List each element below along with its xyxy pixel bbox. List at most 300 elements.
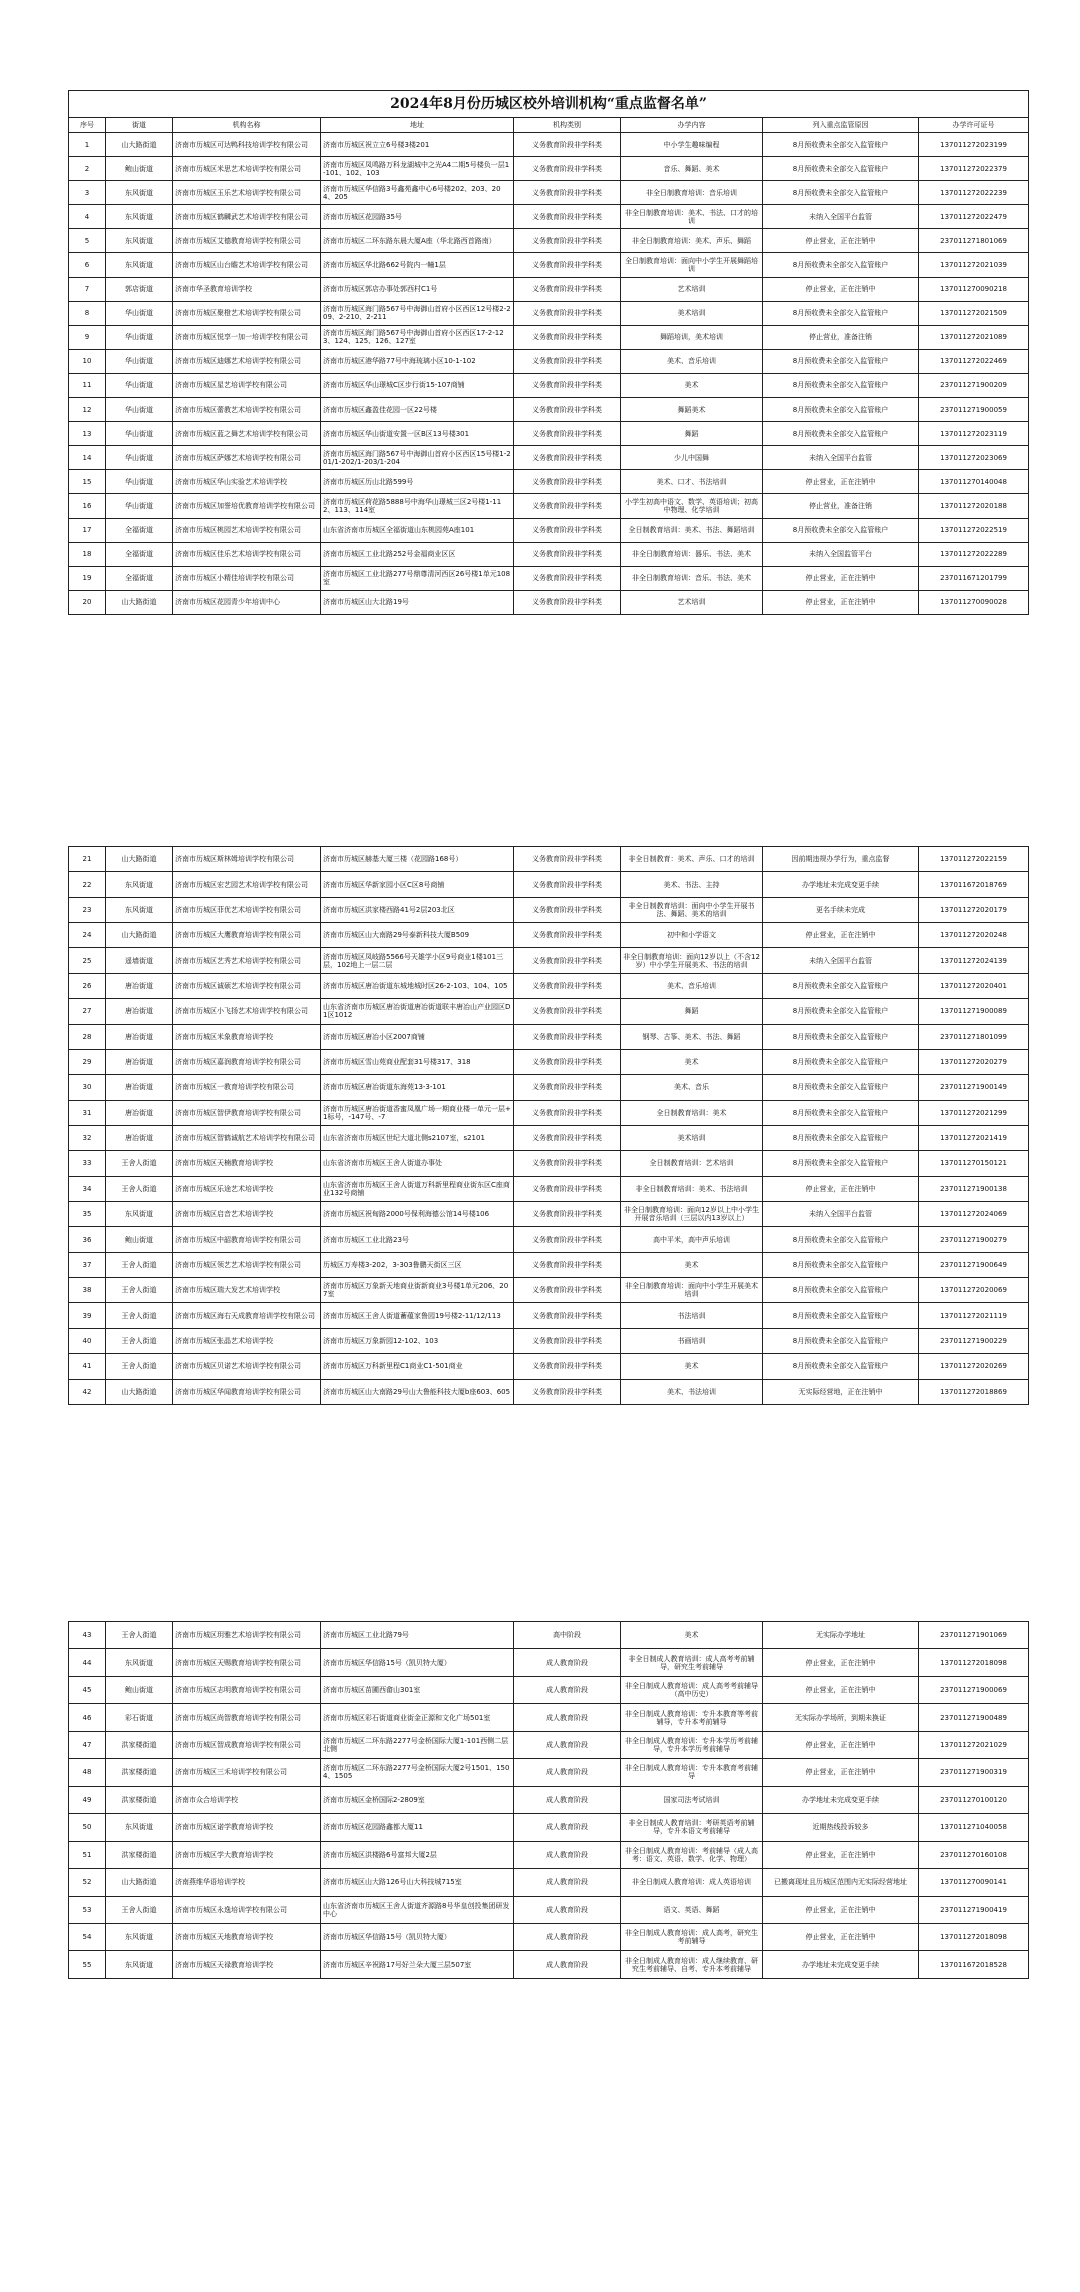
cell-street: 全福街道 xyxy=(106,518,173,542)
cell-reason: 停止营业，正在注销中 xyxy=(763,1176,919,1201)
cell-org-name: 济南市历城区蓝之舞艺术培训学校有限公司 xyxy=(173,422,321,446)
cell-index: 32 xyxy=(69,1125,106,1150)
cell-address: 济南市历城区华信路15号（凯贝特大厦） xyxy=(321,1649,514,1676)
table-row xyxy=(69,1704,1029,1731)
table-page-2 xyxy=(68,846,1029,1405)
cell-content: 美术、书法、主持 xyxy=(621,872,763,897)
cell-license: 237011271900069 xyxy=(919,1676,1029,1703)
column-header: 地址 xyxy=(321,118,514,133)
cell-street: 山大路街道 xyxy=(106,1379,173,1404)
cell-category: 义务教育阶段非学科类 xyxy=(514,349,621,373)
cell-index: 19 xyxy=(69,566,106,590)
cell-category: 成人教育阶段 xyxy=(514,1951,621,1979)
cell-reason: 停止营业，正在注销中 xyxy=(763,470,919,494)
cell-content: 美术 xyxy=(621,1252,763,1277)
cell-category: 成人教育阶段 xyxy=(514,1786,621,1813)
cell-category: 义务教育阶段非学科类 xyxy=(514,1354,621,1379)
cell-license: 237011271900209 xyxy=(919,373,1029,397)
cell-address: 济南市历城区二环东路2277号金桥国际大厦2号1501、1504、1505 xyxy=(321,1759,514,1786)
cell-category: 义务教育阶段非学科类 xyxy=(514,1151,621,1176)
cell-org-name: 济南市历城区星艺培训学校有限公司 xyxy=(173,373,321,397)
cell-street: 彩石街道 xyxy=(106,1704,173,1731)
cell-address: 济南市历城区工业北路252号金福商业区区 xyxy=(321,542,514,566)
cell-index: 48 xyxy=(69,1759,106,1786)
cell-reason: 未纳入全国平台监管 xyxy=(763,948,919,973)
cell-reason: 停止营业，正在注销中 xyxy=(763,1841,919,1868)
table-row xyxy=(69,897,1029,922)
cell-category: 成人教育阶段 xyxy=(514,1649,621,1676)
cell-street: 唐冶街道 xyxy=(106,1024,173,1049)
cell-street: 唐冶街道 xyxy=(106,1100,173,1125)
cell-reason: 已搬离现址且历城区范围内无实际经营地址 xyxy=(763,1869,919,1896)
cell-org-name: 济南市历城区天赐教育培训学校有限公司 xyxy=(173,1649,321,1676)
cell-content: 非全日制成人教育培训：专升本学历考前辅导，专升本学历考前辅导 xyxy=(621,1731,763,1758)
cell-address: 济南市历城区山大南路29号泰新科技大厦B509 xyxy=(321,923,514,948)
cell-category: 义务教育阶段非学科类 xyxy=(514,1278,621,1303)
cell-address: 济南市历城区海门路567号中海御山首府小区西区15号楼1-201/1-202/1-203/1-204 xyxy=(321,446,514,470)
cell-index: 47 xyxy=(69,1731,106,1758)
table-row xyxy=(69,566,1029,590)
cell-content: 舞蹈培训，美术培训 xyxy=(621,325,763,349)
cell-content: 全日制教育培训：美术、书法、舞蹈培训 xyxy=(621,518,763,542)
cell-address: 济南市历城区辛祝路17号好兰朵大厦三层507室 xyxy=(321,1951,514,1979)
cell-license: 137011272023119 xyxy=(919,422,1029,446)
table-row xyxy=(69,1278,1029,1303)
cell-org-name: 济南市历城区智鹤诚航艺术培训学校有限公司 xyxy=(173,1125,321,1150)
cell-category: 成人教育阶段 xyxy=(514,1869,621,1896)
cell-street: 唐冶街道 xyxy=(106,1075,173,1100)
cell-license: 137011272022159 xyxy=(919,847,1029,872)
table-page-1 xyxy=(68,90,1029,615)
table-row xyxy=(69,1354,1029,1379)
table-row xyxy=(69,422,1029,446)
cell-license: 137011272023069 xyxy=(919,446,1029,470)
cell-content: 书法培训 xyxy=(621,1303,763,1328)
cell-index: 38 xyxy=(69,1278,106,1303)
cell-org-name: 济南市历城区志明教育培训学校有限公司 xyxy=(173,1676,321,1703)
cell-reason: 停止营业，准备注销 xyxy=(763,494,919,518)
cell-index: 54 xyxy=(69,1923,106,1950)
cell-category: 成人教育阶段 xyxy=(514,1731,621,1758)
cell-address: 济南市历城区金桥国际2-2809室 xyxy=(321,1786,514,1813)
cell-index: 31 xyxy=(69,1100,106,1125)
cell-index: 26 xyxy=(69,973,106,998)
cell-street: 唐冶街道 xyxy=(106,999,173,1024)
cell-category: 成人教育阶段 xyxy=(514,1896,621,1923)
table-row xyxy=(69,847,1029,872)
cell-index: 21 xyxy=(69,847,106,872)
table-row xyxy=(69,1841,1029,1868)
cell-index: 3 xyxy=(69,181,106,205)
cell-reason: 8月预收费未全部交入监管账户 xyxy=(763,133,919,157)
table-row xyxy=(69,1252,1029,1277)
cell-content: 非全日制教育培训：面向中小学生开展书法、舞蹈、美术的培训 xyxy=(621,897,763,922)
cell-address: 济南市历城区唐冶小区2007商铺 xyxy=(321,1024,514,1049)
table-row xyxy=(69,205,1029,229)
cell-address: 济南市历城区港华路77号中海琉璃小区10-1-102 xyxy=(321,349,514,373)
cell-content: 小学生初高中语文、数学、英语培训；初高中物理、化学培训 xyxy=(621,494,763,518)
table-row xyxy=(69,1869,1029,1896)
cell-org-name: 济南市历城区山台瞻艺术培训学校有限公司 xyxy=(173,253,321,277)
column-header: 办学内容 xyxy=(621,118,763,133)
cell-address: 山东省济南市历城区王舍人街道办事处 xyxy=(321,1151,514,1176)
cell-content: 美术 xyxy=(621,1049,763,1074)
cell-address: 济南市历城区彩石街道商业街金正源和文化广场501室 xyxy=(321,1704,514,1731)
cell-reason: 8月预收费未全部交入监管账户 xyxy=(763,1075,919,1100)
cell-address: 济南市历城区赫基大厦三楼（花园路168号） xyxy=(321,847,514,872)
cell-category: 义务教育阶段非学科类 xyxy=(514,1049,621,1074)
cell-street: 唐冶街道 xyxy=(106,973,173,998)
table-row xyxy=(69,470,1029,494)
cell-content: 舞蹈 xyxy=(621,422,763,446)
header-row xyxy=(69,118,1029,133)
cell-org-name: 济南市历城区宏艺园艺术培训学校有限公司 xyxy=(173,872,321,897)
cell-address: 历城区万寿楼3-202，3-303鲁鹏天街区三区 xyxy=(321,1252,514,1277)
cell-street: 华山街道 xyxy=(106,373,173,397)
cell-street: 东风街道 xyxy=(106,229,173,253)
cell-address: 济南市历城区万科新里程C1商业C1-501商业 xyxy=(321,1354,514,1379)
cell-org-name: 济南市众合培训学校 xyxy=(173,1786,321,1813)
cell-content: 非全日制教育培训：美术、声乐、舞蹈 xyxy=(621,229,763,253)
cell-license: 237011271900229 xyxy=(919,1328,1029,1353)
cell-license: 137011270150121 xyxy=(919,1151,1029,1176)
cell-category: 义务教育阶段非学科类 xyxy=(514,494,621,518)
cell-content: 高中平米，高中声乐培训 xyxy=(621,1227,763,1252)
cell-reason: 停止营业，正在注销中 xyxy=(763,1759,919,1786)
cell-content: 非全日制成人教育培训：专升本教育等考前辅导，专升本考前辅导 xyxy=(621,1704,763,1731)
table-row xyxy=(69,518,1029,542)
cell-content: 非全日制教育培训：音乐、书法、美术 xyxy=(621,566,763,590)
cell-org-name: 济南燕维华语培训学校 xyxy=(173,1869,321,1896)
table-row xyxy=(69,1759,1029,1786)
cell-org-name: 济南市历城区诺学教育培训学校 xyxy=(173,1814,321,1841)
cell-org-name: 济南市历城区一教育培训学校有限公司 xyxy=(173,1075,321,1100)
cell-reason: 无实际办学场所，到期未换证 xyxy=(763,1704,919,1731)
cell-org-name: 济南市历城区启音艺术培训学校 xyxy=(173,1202,321,1227)
cell-street: 王舍人街道 xyxy=(106,1303,173,1328)
cell-reason: 未纳入全国平台监管 xyxy=(763,446,919,470)
cell-org-name: 济南市历城区蕾教艺术培训学校有限公司 xyxy=(173,398,321,422)
cell-org-name: 济南市历城区诚硕艺术培训学校有限公司 xyxy=(173,973,321,998)
cell-index: 42 xyxy=(69,1379,106,1404)
column-header: 机构名称 xyxy=(173,118,321,133)
cell-street: 唐冶街道 xyxy=(106,1049,173,1074)
table-row xyxy=(69,229,1029,253)
cell-content: 国家司法考试培训 xyxy=(621,1786,763,1813)
cell-reason: 停止营业，正在注销中 xyxy=(763,590,919,614)
cell-reason: 未纳入全国监管平台 xyxy=(763,542,919,566)
cell-content: 全日制教育培训：面向中小学生开展舞蹈培训 xyxy=(621,253,763,277)
cell-content: 书画培训 xyxy=(621,1328,763,1353)
cell-reason: 停止营业，正在注销中 xyxy=(763,1923,919,1950)
cell-reason: 停止营业，正在注销中 xyxy=(763,566,919,590)
cell-index: 9 xyxy=(69,325,106,349)
cell-address: 济南市历城区唐冶街道东城地城时区26-2-103、104、105 xyxy=(321,973,514,998)
cell-reason: 停止营业，正在注销中 xyxy=(763,923,919,948)
cell-category: 成人教育阶段 xyxy=(514,1704,621,1731)
cell-license: 237011271900059 xyxy=(919,398,1029,422)
cell-org-name: 济南市历城区智伊教育培训学校有限公司 xyxy=(173,1100,321,1125)
cell-category: 义务教育阶段非学科类 xyxy=(514,999,621,1024)
cell-index: 34 xyxy=(69,1176,106,1201)
cell-license: 237011271900319 xyxy=(919,1759,1029,1786)
cell-street: 山大路街道 xyxy=(106,133,173,157)
cell-street: 全福街道 xyxy=(106,542,173,566)
cell-org-name: 济南市历城区嘉润教育培训学校有限公司 xyxy=(173,1049,321,1074)
cell-license: 137011270140048 xyxy=(919,470,1029,494)
cell-reason: 8月预收费未全部交入监管账户 xyxy=(763,1278,919,1303)
cell-license: 137011272023199 xyxy=(919,133,1029,157)
cell-category: 义务教育阶段非学科类 xyxy=(514,373,621,397)
cell-license: 137011272021029 xyxy=(919,1731,1029,1758)
table-row xyxy=(69,872,1029,897)
cell-content: 美术培训 xyxy=(621,1125,763,1150)
cell-category: 义务教育阶段非学科类 xyxy=(514,1328,621,1353)
cell-address: 山东省济南市历城区王舍人街道齐源路8号华皇创投集团研发中心 xyxy=(321,1896,514,1923)
table-row xyxy=(69,253,1029,277)
cell-license: 137011270090218 xyxy=(919,277,1029,301)
cell-license: 137011272021419 xyxy=(919,1125,1029,1150)
cell-address: 济南市历城区山大北路19号 xyxy=(321,590,514,614)
cell-street: 洪家楼街道 xyxy=(106,1841,173,1868)
cell-org-name: 济南市历城区佳乐艺术培训学校有限公司 xyxy=(173,542,321,566)
column-header: 办学许可证号 xyxy=(919,118,1029,133)
cell-content: 音乐、舞蹈、美术 xyxy=(621,157,763,181)
cell-org-name: 济南市历城区贝诺艺术培训学校有限公司 xyxy=(173,1354,321,1379)
cell-reason: 无实际办学地址 xyxy=(763,1622,919,1649)
cell-address: 山东省济南市历城区全福街道山东桃园苑A座101 xyxy=(321,518,514,542)
cell-street: 全福街道 xyxy=(106,566,173,590)
cell-category: 义务教育阶段非学科类 xyxy=(514,1075,621,1100)
cell-address: 济南市历城区华北路662号院内一幢1层 xyxy=(321,253,514,277)
cell-street: 东风街道 xyxy=(106,897,173,922)
cell-org-name: 济南市历城区艺秀艺术培训学校有限公司 xyxy=(173,948,321,973)
cell-content: 非全日制教育培训：面向12岁以上中小学生开展音乐培训（三层以内13岁以上） xyxy=(621,1202,763,1227)
cell-content: 美术、口才、书法培训 xyxy=(621,470,763,494)
table-row xyxy=(69,398,1029,422)
cell-license: 137011272024069 xyxy=(919,1202,1029,1227)
cell-address: 济南市历城区洪家楼西路41号2层203北区 xyxy=(321,897,514,922)
cell-reason: 未纳入全国平台监管 xyxy=(763,1202,919,1227)
cell-index: 7 xyxy=(69,277,106,301)
cell-street: 华山街道 xyxy=(106,494,173,518)
cell-index: 5 xyxy=(69,229,106,253)
cell-license: 237011270100120 xyxy=(919,1786,1029,1813)
cell-index: 20 xyxy=(69,590,106,614)
cell-license: 137011272020188 xyxy=(919,494,1029,518)
cell-index: 36 xyxy=(69,1227,106,1252)
cell-license: 137011272020279 xyxy=(919,1049,1029,1074)
cell-index: 12 xyxy=(69,398,106,422)
cell-category: 义务教育阶段非学科类 xyxy=(514,446,621,470)
table-row xyxy=(69,1923,1029,1950)
cell-category: 成人教育阶段 xyxy=(514,1923,621,1950)
cell-license: 137011272018098 xyxy=(919,1649,1029,1676)
cell-index: 37 xyxy=(69,1252,106,1277)
cell-org-name: 济南市华圣教育培训学校 xyxy=(173,277,321,301)
cell-reason: 8月预收费未全部交入监管账户 xyxy=(763,999,919,1024)
cell-index: 55 xyxy=(69,1951,106,1979)
cell-street: 王舍人街道 xyxy=(106,1151,173,1176)
table-row xyxy=(69,1100,1029,1125)
cell-index: 1 xyxy=(69,133,106,157)
table-row xyxy=(69,973,1029,998)
cell-license: 137011272022479 xyxy=(919,205,1029,229)
cell-category: 义务教育阶段非学科类 xyxy=(514,973,621,998)
cell-street: 东风街道 xyxy=(106,1923,173,1950)
cell-address: 济南市历城区华新家园小区C区8号商铺 xyxy=(321,872,514,897)
cell-reason: 8月预收费未全部交入监管账户 xyxy=(763,157,919,181)
cell-street: 王舍人街道 xyxy=(106,1176,173,1201)
cell-category: 义务教育阶段非学科类 xyxy=(514,847,621,872)
table-row xyxy=(69,1379,1029,1404)
cell-address: 济南市历城区祝甸路2000号保利海德公馆14号楼106 xyxy=(321,1202,514,1227)
cell-org-name: 济南市历城区艾德教育培训学校有限公司 xyxy=(173,229,321,253)
table-row xyxy=(69,157,1029,181)
cell-license: 137011271900089 xyxy=(919,999,1029,1024)
cell-content: 美术 xyxy=(621,1622,763,1649)
cell-content: 中小学生趣味编程 xyxy=(621,133,763,157)
cell-reason: 8月预收费未全部交入监管账户 xyxy=(763,973,919,998)
cell-index: 10 xyxy=(69,349,106,373)
cell-address: 济南市历城区祝立立6号楼3楼201 xyxy=(321,133,514,157)
table-row xyxy=(69,1622,1029,1649)
cell-index: 2 xyxy=(69,157,106,181)
cell-street: 山大路街道 xyxy=(106,847,173,872)
cell-address: 济南市历城区海门路567号中海御山首府小区西区12号楼2-209、2-210、2-211 xyxy=(321,301,514,325)
cell-category: 义务教育阶段非学科类 xyxy=(514,897,621,922)
cell-reason: 因前期违规办学行为，重点监督 xyxy=(763,847,919,872)
cell-index: 14 xyxy=(69,446,106,470)
cell-address: 济南市历城区洪楼路6号富邦大厦2层 xyxy=(321,1841,514,1868)
cell-license: 137011272020179 xyxy=(919,897,1029,922)
cell-index: 8 xyxy=(69,301,106,325)
cell-org-name: 济南市历城区米思艺术培训学校有限公司 xyxy=(173,157,321,181)
cell-index: 52 xyxy=(69,1869,106,1896)
cell-content: 非全日制成人教育培训：成人继续教育、研究生考前辅导、自考、专升本考前辅导 xyxy=(621,1951,763,1979)
cell-street: 华山街道 xyxy=(106,325,173,349)
cell-category: 义务教育阶段非学科类 xyxy=(514,205,621,229)
cell-license: 137011272020069 xyxy=(919,1278,1029,1303)
cell-index: 39 xyxy=(69,1303,106,1328)
table-row xyxy=(69,325,1029,349)
cell-org-name: 济南市历城区大鹰教育培训学校有限公司 xyxy=(173,923,321,948)
cell-address: 济南市历城区唐冶街道香蜜凤凰广场一期商业楼一单元一层+1标号，-147号、-7 xyxy=(321,1100,514,1125)
cell-org-name: 济南市历城区乐途艺术培训学校 xyxy=(173,1176,321,1201)
cell-street: 华山街道 xyxy=(106,301,173,325)
cell-index: 45 xyxy=(69,1676,106,1703)
table-row xyxy=(69,1049,1029,1074)
cell-category: 义务教育阶段非学科类 xyxy=(514,1379,621,1404)
cell-org-name: 济南市历城区天地教育培训学校 xyxy=(173,1923,321,1950)
cell-category: 义务教育阶段非学科类 xyxy=(514,1303,621,1328)
cell-content: 美术、音乐培训 xyxy=(621,349,763,373)
cell-license: 237011271900419 xyxy=(919,1896,1029,1923)
cell-org-name: 济南市历城区天楠教育培训学校 xyxy=(173,1151,321,1176)
table-row xyxy=(69,948,1029,973)
cell-content: 美术、书法培训 xyxy=(621,1379,763,1404)
cell-content: 美术 xyxy=(621,373,763,397)
cell-category: 义务教育阶段非学科类 xyxy=(514,872,621,897)
cell-license: 137011272021509 xyxy=(919,301,1029,325)
cell-index: 51 xyxy=(69,1841,106,1868)
table-row xyxy=(69,1951,1029,1979)
cell-content: 非全日制成人教育培训：成人高考，研究生考前辅导 xyxy=(621,1923,763,1950)
cell-license: 137011272021119 xyxy=(919,1303,1029,1328)
cell-address: 济南市历城区海门路567号中海御山首府小区西区17-2-123、124、125、126、127室 xyxy=(321,325,514,349)
cell-org-name: 济南市历城区鹤麟武艺术培训学校有限公司 xyxy=(173,205,321,229)
cell-address: 济南市历城区山大路126号山大科技城715室 xyxy=(321,1869,514,1896)
cell-index: 53 xyxy=(69,1896,106,1923)
cell-category: 成人教育阶段 xyxy=(514,1814,621,1841)
cell-category: 义务教育阶段非学科类 xyxy=(514,1227,621,1252)
cell-category: 义务教育阶段非学科类 xyxy=(514,253,621,277)
table-row xyxy=(69,494,1029,518)
cell-org-name: 济南市历城区学大教育培训学校 xyxy=(173,1841,321,1868)
cell-content: 非全日制成人教育培训：专升本教育考前辅导 xyxy=(621,1759,763,1786)
table-row xyxy=(69,349,1029,373)
cell-street: 王舍人街道 xyxy=(106,1252,173,1277)
cell-street: 山大路街道 xyxy=(106,590,173,614)
table-row xyxy=(69,1328,1029,1353)
cell-street: 遥墙街道 xyxy=(106,948,173,973)
cell-category: 义务教育阶段非学科类 xyxy=(514,1176,621,1201)
cell-org-name: 济南市历城区小飞扬艺术培训学校有限公司 xyxy=(173,999,321,1024)
cell-content: 少儿中国舞 xyxy=(621,446,763,470)
cell-index: 41 xyxy=(69,1354,106,1379)
cell-category: 义务教育阶段非学科类 xyxy=(514,542,621,566)
table-row xyxy=(69,1303,1029,1328)
cell-address: 济南市历城区华信路3号鑫苑鑫中心6号楼202、203、204、205 xyxy=(321,181,514,205)
cell-license: 237011271801069 xyxy=(919,229,1029,253)
table-row xyxy=(69,1896,1029,1923)
cell-license: 237011271900279 xyxy=(919,1227,1029,1252)
cell-reason: 8月预收费未全部交入监管账户 xyxy=(763,1328,919,1353)
cell-content: 初中和小学语文 xyxy=(621,923,763,948)
cell-content: 非全日制教育培训：美术、书法、口才的培训 xyxy=(621,205,763,229)
cell-index: 44 xyxy=(69,1649,106,1676)
cell-address: 济南市历城区唐冶街道东海苑13-3-101 xyxy=(321,1075,514,1100)
cell-street: 东风街道 xyxy=(106,1649,173,1676)
table-row xyxy=(69,301,1029,325)
cell-address: 济南市历城区二环东路东晨大厦A座（华北路西首路南） xyxy=(321,229,514,253)
cell-license: 137011271040058 xyxy=(919,1814,1029,1841)
cell-license: 237011270160108 xyxy=(919,1841,1029,1868)
cell-street: 王舍人街道 xyxy=(106,1278,173,1303)
cell-address: 济南市历城区工业北路79号 xyxy=(321,1622,514,1649)
cell-address: 济南市历城区万象新园12-102、103 xyxy=(321,1328,514,1353)
cell-org-name: 济南市历城区桃园艺术培训学校有限公司 xyxy=(173,518,321,542)
table-page-3 xyxy=(68,1621,1029,1979)
cell-org-name: 济南市历城区中韶教育培训学校有限公司 xyxy=(173,1227,321,1252)
cell-category: 成人教育阶段 xyxy=(514,1759,621,1786)
cell-street: 山大路街道 xyxy=(106,923,173,948)
cell-content: 非全日制教育培训：音乐培训 xyxy=(621,181,763,205)
table-row xyxy=(69,590,1029,614)
cell-license: 137011272021089 xyxy=(919,325,1029,349)
cell-reason: 停止营业，正在注销中 xyxy=(763,277,919,301)
cell-index: 25 xyxy=(69,948,106,973)
cell-content: 艺术培训 xyxy=(621,590,763,614)
cell-reason: 8月预收费未全部交入监管账户 xyxy=(763,1252,919,1277)
cell-address: 济南市历城区花园路鑫都大厦11 xyxy=(321,1814,514,1841)
cell-content: 美术、音乐 xyxy=(621,1075,763,1100)
cell-category: 义务教育阶段非学科类 xyxy=(514,590,621,614)
cell-reason: 近期热线投诉较多 xyxy=(763,1814,919,1841)
cell-reason: 8月预收费未全部交入监管账户 xyxy=(763,422,919,446)
table-row xyxy=(69,1075,1029,1100)
cell-category: 义务教育阶段非学科类 xyxy=(514,470,621,494)
